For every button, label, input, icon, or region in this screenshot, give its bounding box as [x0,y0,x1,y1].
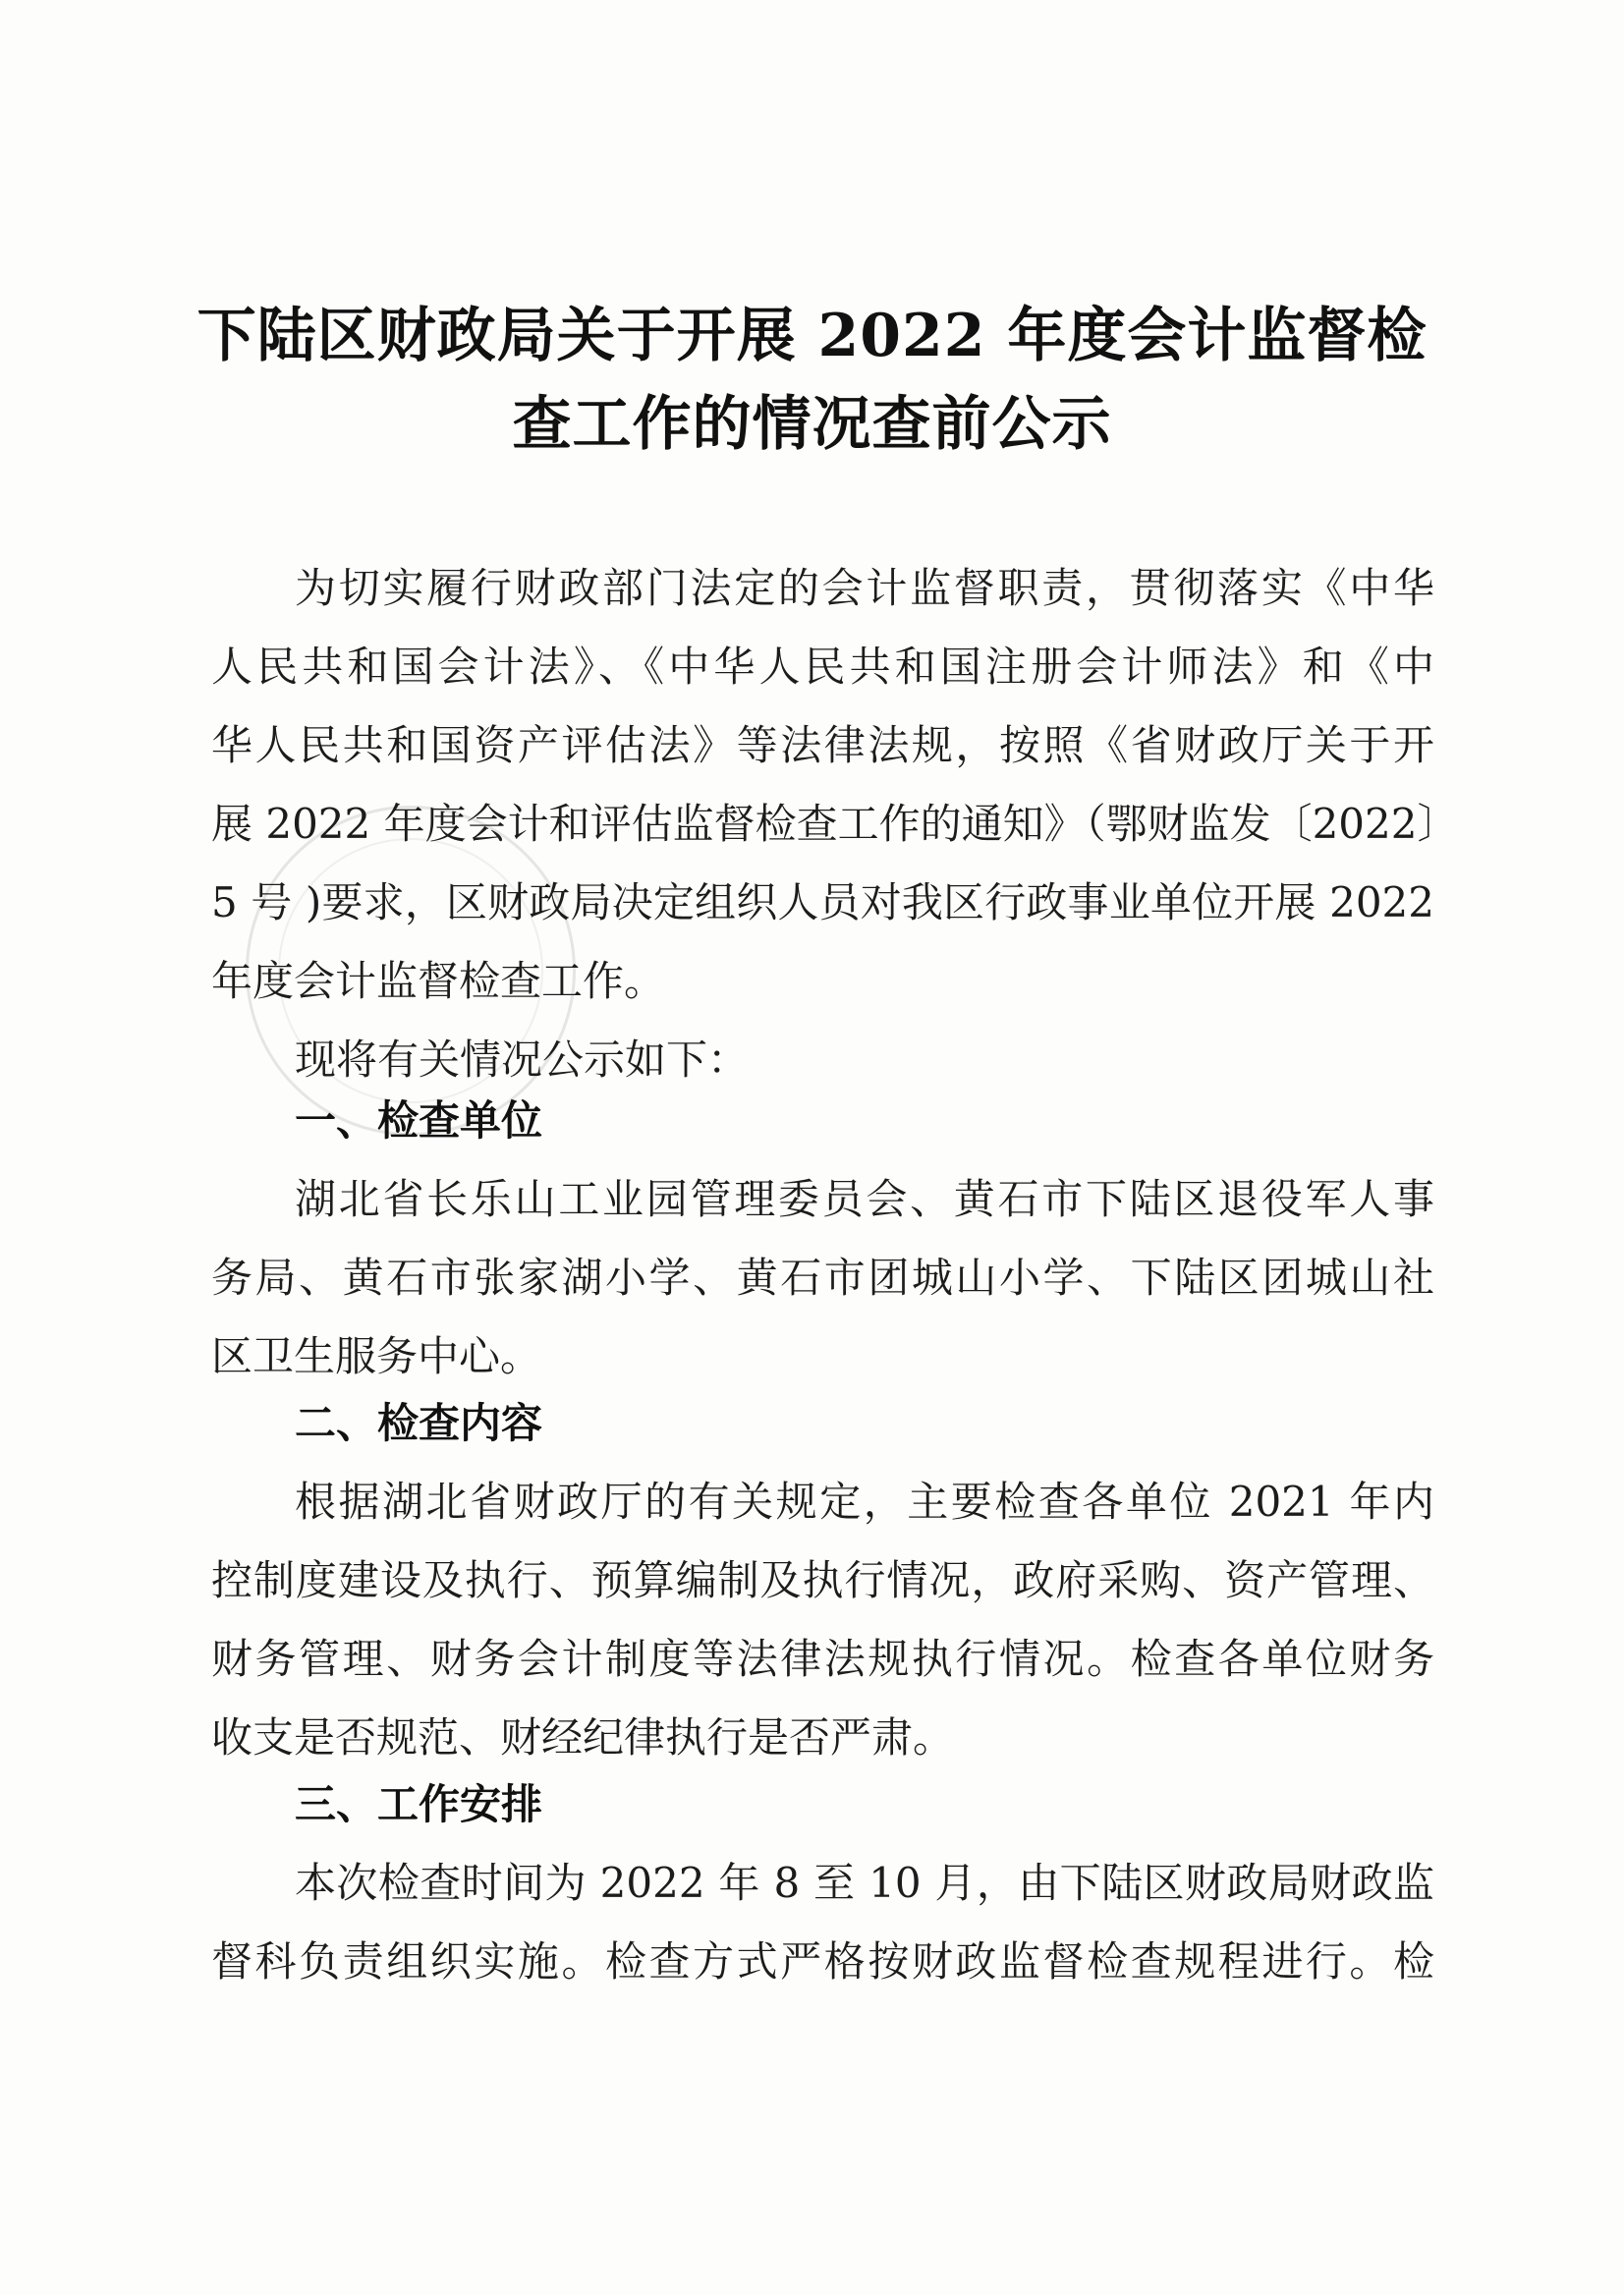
document-title-line-1: 下陆区财政局关于开展 2022 年度会计监督检 [196,302,1428,370]
section-1-line-2: 务局、黄石市张家湖小学、黄石市团城山小学、下陆区团城山社 [211,1254,1434,1302]
intro-line-1: 为切实履行财政部门法定的会计监督职责，贯彻落实《中华 [295,564,1434,612]
intro-line-2: 人民共和国会计法》、《中华人民共和国注册会计师法》和《中 [211,643,1434,691]
section-2-heading: 二、检查内容 [295,1399,543,1447]
section-3-line-2: 督科负责组织实施。检查方式严格按财政监督检查规程进行。检 [211,1937,1434,1986]
section-2-line-3: 财务管理、财务会计制度等法律法规执行情况。检查各单位财务 [211,1635,1434,1683]
notice-line: 现将有关情况公示如下： [295,1036,750,1084]
section-2-line-1: 根据湖北省财政厅的有关规定，主要检查各单位 2021 年内 [295,1478,1434,1526]
section-1-line-3: 区卫生服务中心。 [211,1332,542,1380]
intro-line-6: 年度会计监督检查工作。 [211,957,666,1005]
section-2-line-4: 收支是否规范、财经纪律执行是否严肃。 [211,1713,955,1762]
document-title-line-2: 查工作的情况查前公示 [512,390,1112,459]
section-1-line-1: 湖北省长乐山工业园管理委员会、黄石市下陆区退役军人事 [295,1175,1434,1223]
section-2-line-2: 控制度建设及执行、预算编制及执行情况，政府采购、资产管理、 [211,1556,1434,1604]
section-3-line-1: 本次检查时间为 2022 年 8 至 10 月，由下陆区财政局财政监 [295,1859,1434,1907]
section-1-heading: 一、检查单位 [295,1096,543,1145]
intro-line-3: 华人民共和国资产评估法》等法律法规，按照《省财政厅关于开 [211,721,1434,769]
intro-line-5: 5 号 )要求，区财政局决定组织人员对我区行政事业单位开展 2022 [211,878,1434,926]
section-3-heading: 三、工作安排 [295,1780,543,1828]
intro-line-4: 展 2022 年度会计和评估监督检查工作的通知》（鄂财监发〔2022〕 [211,800,1459,848]
